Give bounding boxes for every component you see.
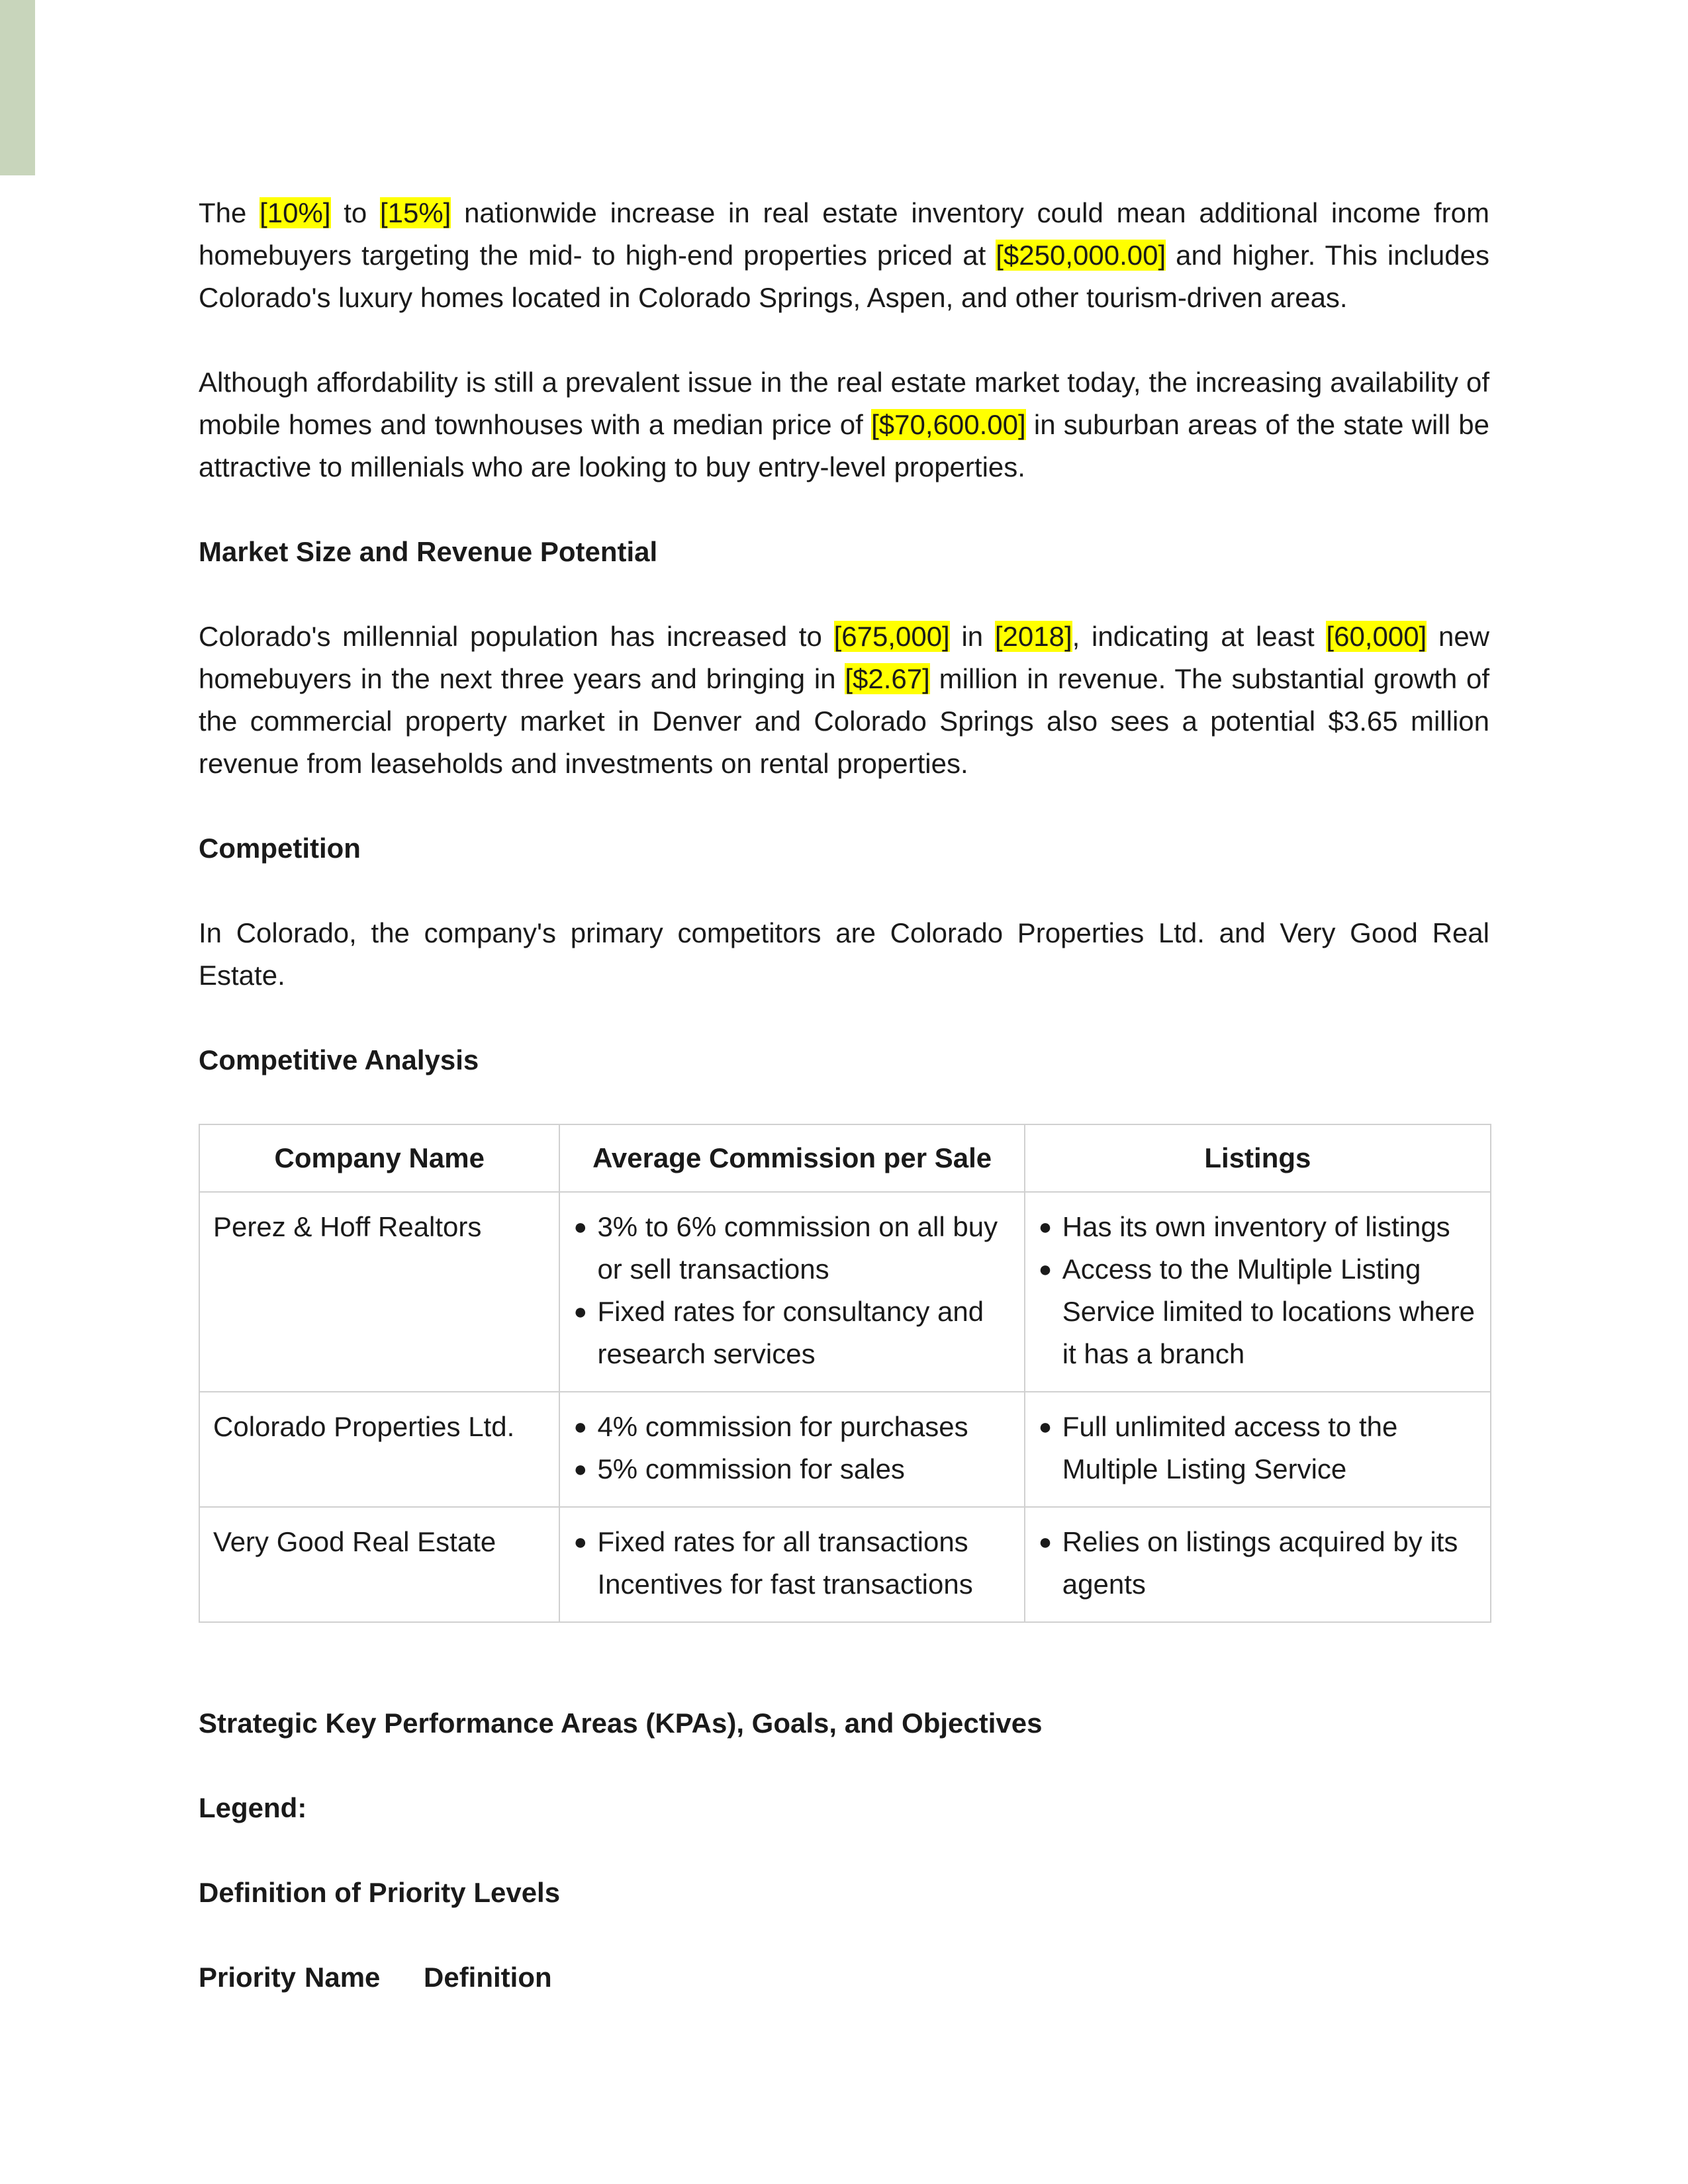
highlighted-placeholder: [60,000] [1326,621,1427,652]
cell-company: Perez & Hoff Realtors [199,1192,559,1392]
list-item: ● 3% to 6% commission on all buy or sell transactions [573,1206,1010,1291]
priority-column-label: Priority [199,1962,297,1993]
highlighted-placeholder: [$2.67] [845,663,930,694]
table-row [199,1392,1491,1507]
header-company-name: Company Name [199,1124,559,1192]
list-item: ● Fixed rates for all transactions [573,1521,1010,1563]
text-run: new homebuyers in the next three years and bringing in [199,621,1490,694]
text-run: in [949,621,995,652]
cell-commission [559,1392,1024,1507]
paragraph-inventory-increase [199,192,1489,319]
text-run: Although affordability is still a prevalent issue in the real estate market today, the increasing availability of mobile homes and townhouses with a median price of [199,367,1489,440]
list-item: ● Fixed rates for consultancy and research services [573,1291,1010,1375]
text-run: , indicating at least [1072,621,1327,652]
list-item: ● 5% commission for sales [573,1448,1010,1490]
document-body [199,192,1489,2041]
list-item: ● Access to the Multiple Listing Service limited to locations where it has a branch [1039,1248,1477,1375]
list-item: Incentives for fast transactions [597,1569,973,1600]
heading-kpa: Strategic Key Performance Areas (KPAs), Goals, and Objectives [199,1707,1043,1739]
name-column-label: Name [305,1962,381,1993]
text-run: The [199,197,260,228]
side-color-tab [0,0,35,175]
cell-listings [1025,1192,1491,1392]
paragraph-affordability [199,361,1489,488]
list-item: ● 4% commission for purchases [573,1406,1010,1448]
text-run: Colorado's millennial population has increased to [199,621,834,652]
highlighted-placeholder: [$70,600.00] [871,409,1026,440]
competitive-analysis-table [199,1124,1491,1623]
paragraph-competitors: In Colorado, the company's primary competitors are Colorado Properties Ltd. and Very Good Real Estate. [199,917,1489,991]
text-run: million in revenue. The substantial growth of the commercial property market in Denver and Colorado Springs also sees a potential $3.65 million revenue from leaseholds and investments on rental properties. [199,663,1489,779]
text-run: nationwide increase in real estate inventory could mean additional income from homebuyers targeting the mid- to high-end properties priced at [199,197,1489,271]
cell-listings [1025,1507,1491,1622]
header-listings: Listings [1025,1124,1491,1192]
highlighted-placeholder: [2018] [994,621,1072,652]
highlighted-placeholder: [675,000] [833,621,950,652]
cell-company: Colorado Properties Ltd. [199,1392,559,1507]
text-run: in suburban areas of the state will be attractive to millenials who are looking to buy entry-level properties. [199,409,1489,482]
heading-competition: Competition [199,833,361,864]
table-header-row [199,1124,1491,1192]
heading-competitive-analysis: Competitive Analysis [199,1044,479,1075]
highlighted-placeholder: [$250,000.00] [996,240,1166,271]
priority-table-header [199,1956,1489,1999]
table-row [199,1192,1491,1392]
list-item: ● Has its own inventory of listings [1039,1206,1477,1248]
text-run: and higher. This includes Colorado's luxury homes located in Colorado Springs, Aspen, and other tourism-driven areas. [199,240,1489,313]
list-item: ● Full unlimited access to the Multiple Listing Service [1039,1406,1477,1490]
definition-column-label: Definition [424,1962,552,1993]
list-item: ● Relies on listings acquired by its agents [1039,1521,1477,1606]
header-average-commission: Average Commission per Sale [559,1124,1024,1192]
table-row [199,1507,1491,1622]
highlighted-placeholder: [15%] [379,197,451,228]
cell-company: Very Good Real Estate [199,1507,559,1622]
paragraph-millennial-population [199,615,1489,785]
heading-priority-definition: Definition of Priority Levels [199,1877,561,1908]
heading-legend: Legend: [199,1792,307,1823]
highlighted-placeholder: [10%] [259,197,331,228]
text-run: to [330,197,380,228]
cell-commission [559,1507,1024,1622]
cell-listings [1025,1392,1491,1507]
heading-market-size: Market Size and Revenue Potential [199,536,658,567]
cell-commission [559,1192,1024,1392]
